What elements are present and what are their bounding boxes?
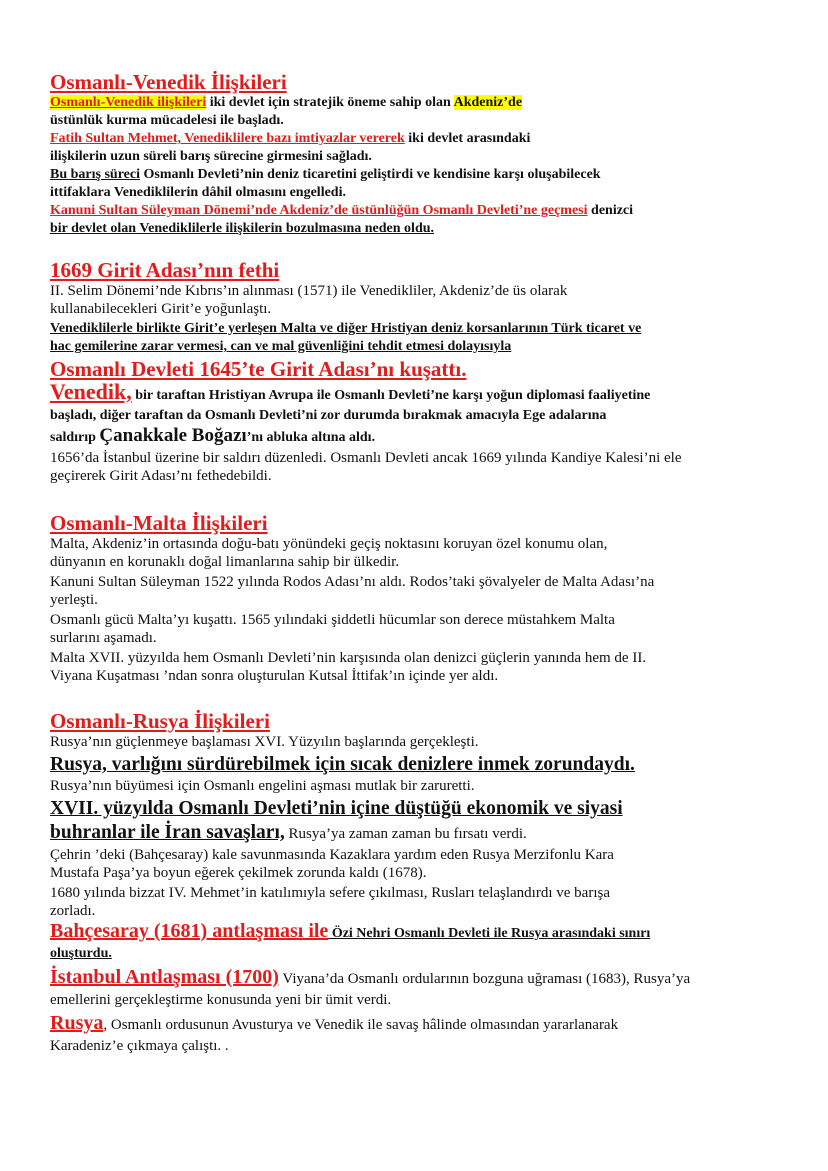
paragraph [50, 821, 770, 846]
paragraph: 1680 yılında bizzat IV. Mehmet’in katılımıyla sefere çıkılması, Rusları telaşlandırdı ve barışa [50, 885, 610, 901]
text-run: iki devlet arasındaki [404, 131, 531, 146]
paragraph: emellerini gerçekleştirme konusunda yeni bir ümit verdi. [50, 992, 392, 1008]
text-run: Bu barış süreci [50, 167, 140, 182]
paragraph [50, 166, 770, 184]
paragraph [50, 965, 770, 991]
text-run: Rusya’ya zaman zaman bu fırsatı verdi. [284, 826, 527, 842]
paragraph [50, 920, 770, 945]
paragraph [50, 381, 770, 407]
text-run: Çanakkale Boğazı [99, 425, 247, 446]
paragraph [50, 94, 770, 112]
paragraph: II. Selim Dönemi’nde Kıbrıs’ın alınması (1571) ile Venedikliler, Akdeniz’de üs olarak [50, 283, 568, 299]
text-run: , Osmanlı ordusunun Avusturya ve Venedik ile savaş hâlinde olmasından yararlanarak [103, 1017, 619, 1033]
text-run: saldırıp [50, 430, 100, 445]
paragraph: zorladı. [50, 903, 96, 919]
paragraph: ilişkilerin uzun süreli barış sürecine girmesini sağladı. [50, 149, 372, 164]
emphasis-line: XVII. yüzyılda Osmanlı Devleti’nin içine düştüğü ekonomik ve siyasi [50, 798, 623, 819]
paragraph: Osmanlı gücü Malta’yı kuşattı. 1565 yılındaki şiddetli hücumlar son derece müstahkem Malta [50, 612, 615, 628]
section-title: 1669 Girit Adası’nın fethi [50, 258, 280, 282]
section-title: Osmanlı-Rusya İlişkileri [50, 709, 270, 733]
text-run: Bahçesaray (1681) antlaşması ile [50, 920, 329, 942]
paragraph: Kanuni Sultan Süleyman 1522 yılında Rodos Adası’nı aldı. Rodos’taki şövalyeler de Malta Adası’na [50, 574, 655, 590]
section-title: Osmanlı-Malta İlişkileri [50, 511, 268, 535]
paragraph: bir devlet olan Venediklilerle ilişkilerin bozulmasına neden oldu. [50, 221, 435, 236]
paragraph: Rusya’nın büyümesi için Osmanlı engelini aşması mutlak bir zaruretti. [50, 778, 475, 794]
paragraph: Venediklilerle birlikte Girit’e yerleşen Malta ve diğer Hristiyan deniz korsanlarının Türk ticaret ve [50, 321, 642, 336]
paragraph: başladı, diğer taraftan da Osmanlı Devleti’ni zor durumda bırakmak amacıyla Ege adalarına [50, 408, 607, 423]
section-title: Osmanlı-Venedik İlişkileri [50, 70, 287, 94]
text-run: bir taraftan Hristiyan Avrupa ile Osmanlı Devleti’ne karşı yoğun diplomasi faaliyetine [131, 388, 651, 403]
paragraph: kullanabilecekleri Girit’e yoğunlaştı. [50, 301, 272, 317]
subheading: Osmanlı Devleti 1645’te Girit Adası’nı kuşattı. [50, 357, 467, 381]
paragraph [50, 202, 770, 220]
text-run: buhranlar ile İran savaşları, [50, 822, 285, 843]
text-run: Rusya [50, 1012, 104, 1034]
paragraph: ittifaklara Venediklilerin dâhil olmasını engelledi. [50, 185, 346, 200]
text-run: Özi Nehri Osmanlı Devleti ile Rusya arasındaki sınırı [328, 926, 651, 941]
text-run: iki devlet için stratejik öneme sahip olan [206, 95, 454, 110]
paragraph: Çehrin ’deki (Bahçesaray) kale savunmasında Kazaklara yardım eden Rusya Merzifonlu Kara [50, 847, 614, 863]
paragraph [50, 130, 770, 148]
text-run: ’nı abluka altına aldı. [246, 430, 376, 445]
section-girit [50, 258, 770, 485]
highlighted-phrase: Akdeniz’de [453, 95, 523, 110]
paragraph: Karadeniz’e çıkmaya çalıştı. . [50, 1038, 229, 1054]
section-rusya [50, 709, 770, 1055]
paragraph: üstünlük kurma mücadelesi ile başladı. [50, 113, 284, 128]
paragraph: hac gemilerine zarar vermesi, can ve mal güvenliğini tehdit etmesi dolayısıyla [50, 339, 512, 354]
text-run: Kanuni Sultan Süleyman Dönemi’nde Akdeniz’de üstünlüğün Osmanlı Devleti’ne geçmesi [50, 203, 588, 218]
paragraph: 1656’da İstanbul üzerine bir saldırı düzenledi. Osmanlı Devleti ancak 1669 yılında Kandiye Kalesi’ni ele [50, 450, 682, 466]
document-page [50, 70, 770, 1055]
text-run: denizci [587, 203, 634, 218]
paragraph: geçirerek Girit Adası’nı fethedebildi. [50, 468, 272, 484]
text-run: Venedik, [50, 379, 132, 404]
text-run: Osmanlı Devleti’nin deniz ticaretini geliştirdi ve kendisine karşı oluşabilecek [139, 167, 601, 182]
paragraph: Malta, Akdeniz’in ortasında doğu-batı yönündeki geçiş noktasını koruyan özel konumu olan, [50, 536, 608, 552]
paragraph [50, 425, 770, 449]
text-run: İstanbul Antlaşması (1700) [50, 966, 279, 988]
paragraph: surlarını aşamadı. [50, 630, 157, 646]
paragraph [50, 1011, 770, 1037]
section-malta [50, 511, 770, 685]
paragraph: Malta XVII. yüzyılda hem Osmanlı Devleti’nin karşısında olan denizci güçlerin yanında hem de II. [50, 650, 647, 666]
paragraph: Mustafa Paşa’ya boyun eğerek çekilmek zorunda kaldı (1678). [50, 865, 427, 881]
paragraph: dünyanın en korunaklı doğal limanlarına sahip bir ülkedir. [50, 554, 400, 570]
paragraph: yerleşti. [50, 592, 98, 608]
section-venedik [50, 70, 770, 238]
text-run: Viyana’da Osmanlı ordularının bozguna uğraması (1683), Rusya’ya [278, 971, 691, 987]
paragraph: Viyana Kuşatması ’ndan sonra oluşturulan Kutsal İttifak’ın içinde yer aldı. [50, 668, 499, 684]
text-run: Fatih Sultan Mehmet, Venediklilere bazı imtiyazlar vererek [50, 131, 405, 146]
highlighted-phrase: Osmanlı-Venedik ilişkileri [50, 95, 207, 110]
emphasis-line: Rusya, varlığını sürdürebilmek için sıcak denizlere inmek zorundaydı. [50, 754, 635, 775]
paragraph: oluşturdu. [50, 946, 112, 961]
paragraph: Rusya’nın güçlenmeye başlaması XVI. Yüzyılın başlarında gerçekleşti. [50, 734, 479, 750]
